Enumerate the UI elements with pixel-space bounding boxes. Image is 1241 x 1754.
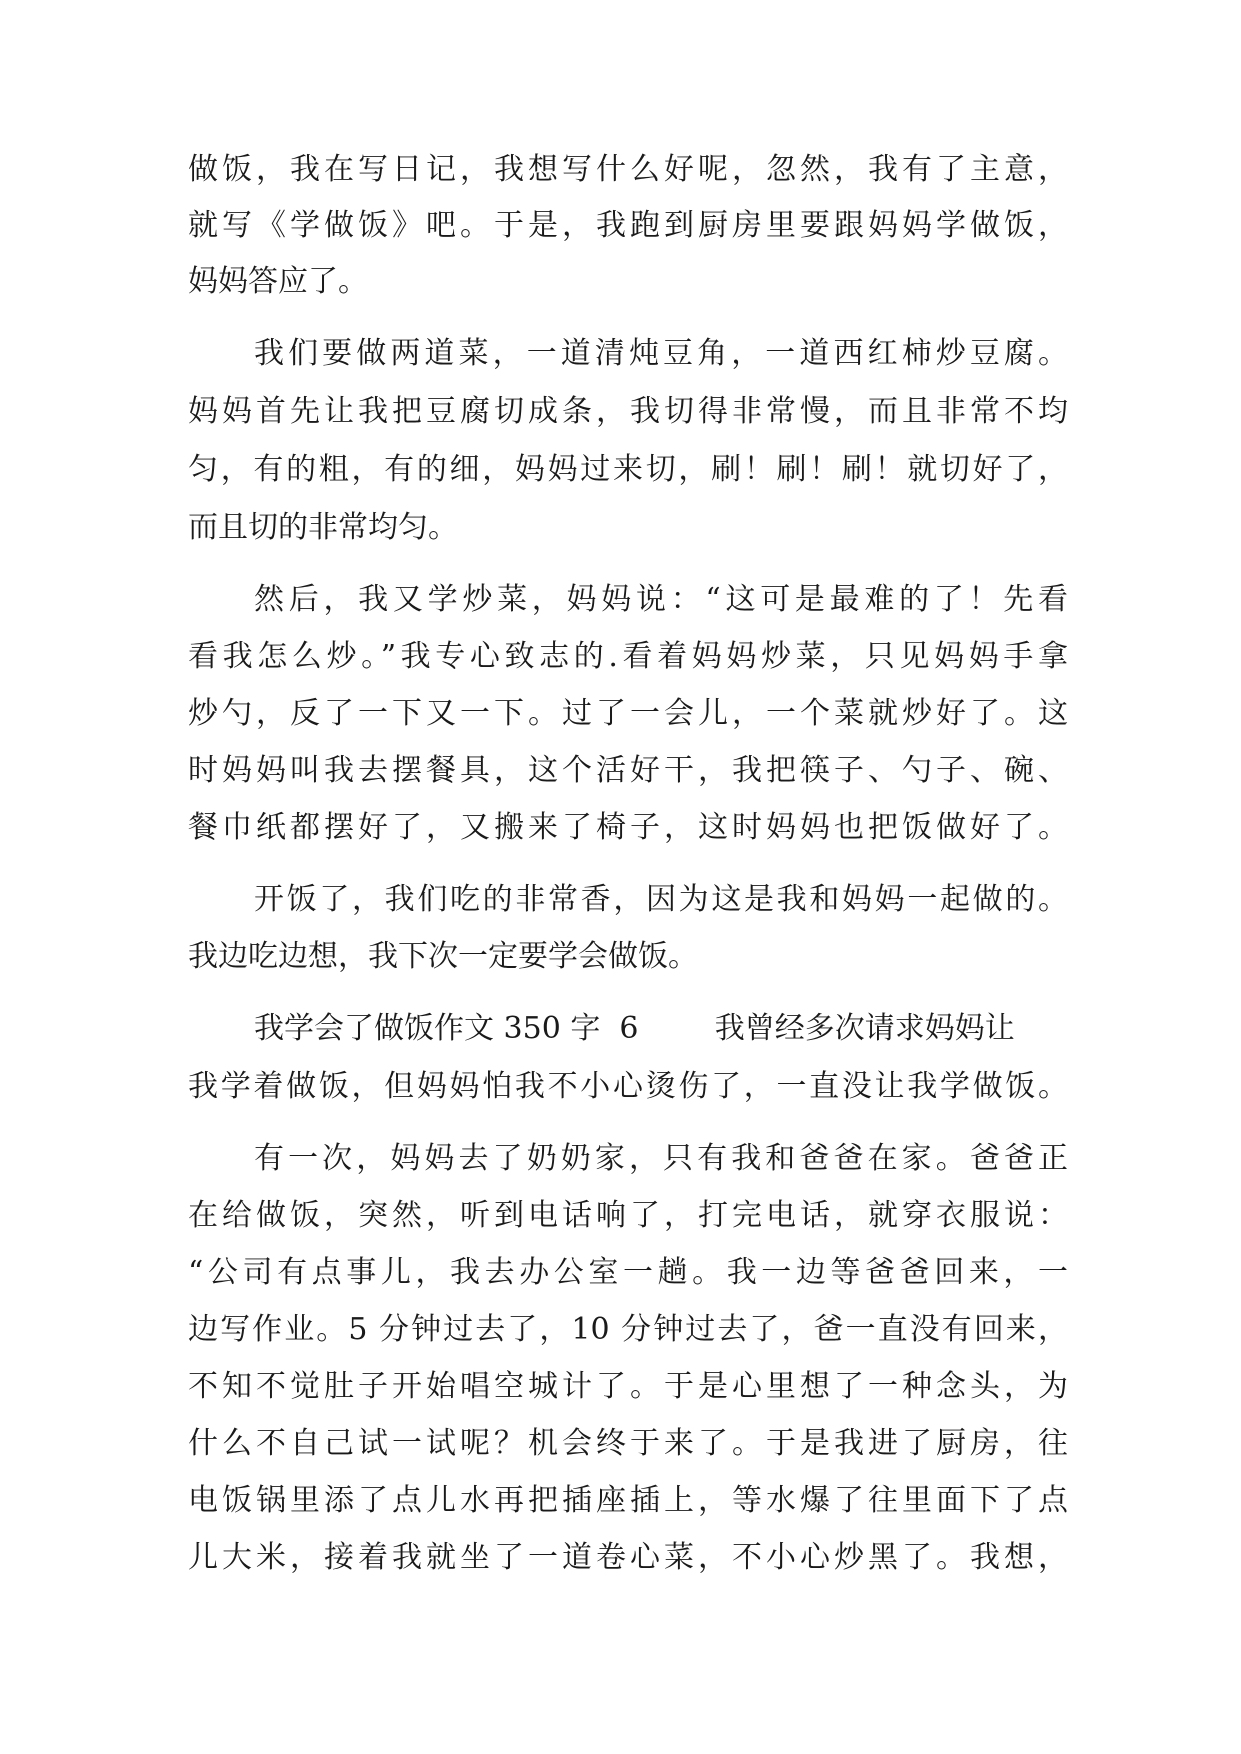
text-line: 做饭，我在写日记，我想写什么好呢，忽然，我有了主意， <box>188 152 1068 187</box>
text-line: 边写作业。5 分钟过去了，10 分钟过去了，爸一直没有回来， <box>188 1312 1068 1347</box>
text-line: 炒勺，反了一下又一下。过了一会儿，一个菜就炒好了。这 <box>188 696 1068 731</box>
text-line: 而且切的非常均匀。 <box>188 510 458 545</box>
text-line: 不知不觉肚子开始唱空城计了。于是心里想了一种念头，为 <box>188 1369 1068 1404</box>
text-line: 在给做饭，突然，听到电话响了，打完电话，就穿衣服说： <box>188 1198 1068 1233</box>
text-line: 我们要做两道菜，一道清炖豆角，一道西红柿炒豆腐。 <box>254 336 1068 371</box>
text-line: 妈妈答应了。 <box>188 264 368 299</box>
text-line: 有一次，妈妈去了奶奶家，只有我和爸爸在家。爸爸正 <box>254 1141 1068 1176</box>
text-line: 妈妈首先让我把豆腐切成条，我切得非常慢，而且非常不均 <box>188 394 1068 429</box>
text-line: 看我怎么炒。”我专心致志的.看着妈妈炒菜，只见妈妈手拿 <box>188 639 1068 674</box>
text-line: 然后，我又学炒菜，妈妈说：“这可是最难的了！先看 <box>254 582 1068 617</box>
text-line: 开饭了，我们吃的非常香，因为这是我和妈妈一起做的。 <box>254 882 1068 917</box>
text-line: 餐巾纸都摆好了，又搬来了椅子，这时妈妈也把饭做好了。 <box>188 810 1068 845</box>
text-line: “公司有点事儿，我去办公室一趟。我一边等爸爸回来，一 <box>188 1255 1068 1290</box>
text-line: 什么不自己试一试呢？机会终于来了。于是我进了厨房，往 <box>188 1426 1068 1461</box>
text-line: 我边吃边想，我下次一定要学会做饭。 <box>188 939 698 974</box>
text-line: 电饭锅里添了点儿水再把插座插上，等水爆了往里面下了点 <box>188 1483 1068 1518</box>
text-line: 我学着做饭，但妈妈怕我不小心烫伤了，一直没让我学做饭。 <box>188 1069 1068 1104</box>
text-line: 匀，有的粗，有的细，妈妈过来切，刷！刷！刷！就切好了， <box>188 452 1068 487</box>
text-line: 就写《学做饭》吧。于是，我跑到厨房里要跟妈妈学做饭， <box>188 208 1068 243</box>
text-line: 我学会了做饭作文 350 字 6 我曾经多次请求妈妈让 <box>254 1011 1015 1046</box>
text-line: 时妈妈叫我去摆餐具，这个活好干，我把筷子、勺子、碗、 <box>188 753 1068 788</box>
text-line: 儿大米，接着我就坐了一道卷心菜，不小心炒黑了。我想， <box>188 1540 1068 1575</box>
